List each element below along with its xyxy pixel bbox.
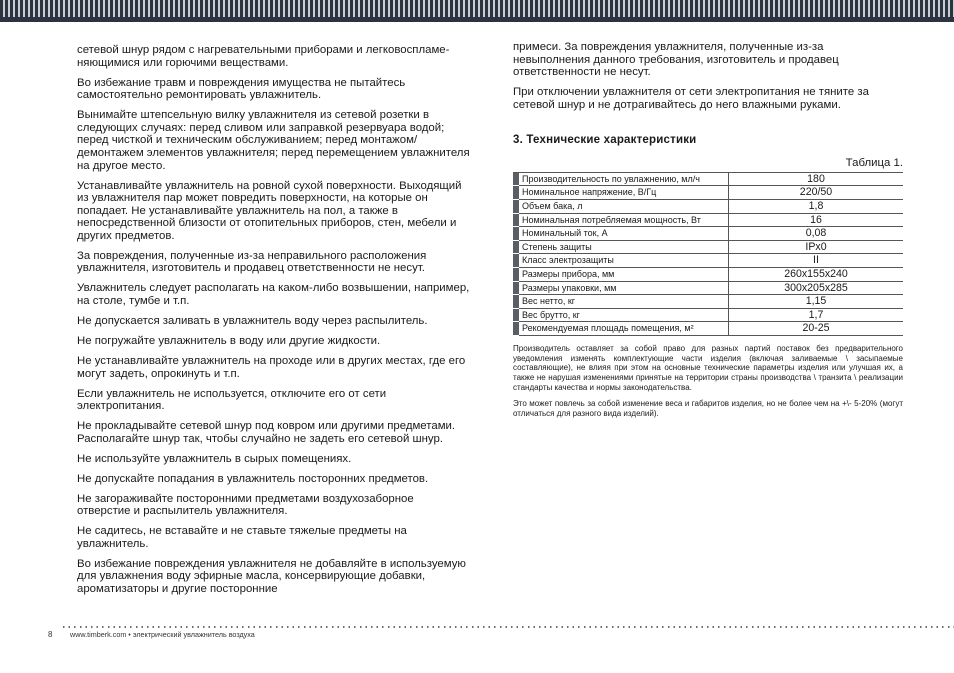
value-cell: 0,08 xyxy=(729,227,904,241)
paragraph: Не садитесь, не вставайте и не ставьте тяжелые предметы на увлажнитель. xyxy=(77,525,407,550)
paragraph: Не используйте увлажнитель в сырых помещениях. xyxy=(77,452,352,465)
value-cell: 300x205x285 xyxy=(729,281,904,295)
footer-dotted-divider xyxy=(63,626,954,628)
paragraph: Вынимайте штепсельную вилку увлажнителя из сетевой розетки в следующих случаях: перед сливом или заправкой резервуара водой; перед чисткой и техническим обслуживанием; перед монтажом/демонтажем элементов увлажнителя; перед перемещением увлажнителя на другое место. xyxy=(77,109,470,172)
footer xyxy=(48,630,255,639)
paragraph: Во избежание травм и повреждения имущества не пытайтесь самостоятельно ремонтировать увлажнитель. xyxy=(77,76,406,102)
param-cell: Вес нетто, кг xyxy=(519,295,729,309)
value-cell: 1,8 xyxy=(729,199,904,213)
page-number: 8 xyxy=(48,630,53,639)
value-cell: 220/50 xyxy=(729,186,904,200)
paragraph: Не погружайте увлажнитель в воду или другие жидкости. xyxy=(77,335,381,348)
paragraph: Увлажнитель следует располагать на каком-либо возвышении, например, на столе, тумбе и т.п. xyxy=(77,282,470,308)
table-caption: Таблица 1. xyxy=(845,157,903,170)
paragraph: сетевой шнур рядом с нагревательными приборами и легковоспламе-няющимися или горючими веществами. xyxy=(77,44,450,69)
notes xyxy=(513,344,903,419)
value-cell: 16 xyxy=(729,213,904,227)
paragraph: Не загораживайте посторонними предметами воздухозаборное отверстие и распылитель увлажнителя. xyxy=(77,492,414,518)
table-row xyxy=(513,199,903,213)
param-cell: Номинальный ток, А xyxy=(519,227,729,241)
paragraph: Во избежание повреждения увлажнителя не добавляйте в используемую для увлажнения воду эфирные масла, консервирующие добавки, ароматизаторы и другие посторонние xyxy=(77,557,466,596)
value-cell: 1,15 xyxy=(729,295,904,309)
paragraph: При отключении увлажнителя от сети электропитания не тяните за сетевой шнур и не дотрагивайтесь до него влажными руками. xyxy=(513,86,869,111)
param-cell: Номинальное напряжение, В/Гц xyxy=(519,186,729,200)
param-cell: Размеры прибора, мм xyxy=(519,267,729,281)
param-cell: Размеры упаковки, мм xyxy=(519,281,729,295)
table-row xyxy=(513,295,903,309)
value-cell: 1,7 xyxy=(729,308,904,322)
paragraph: Не допускается заливать в увлажнитель воду через распылитель. xyxy=(77,315,428,328)
footer-text: www.timberk.com • электрический увлажнитель воздуха xyxy=(70,630,255,639)
paragraph: Устанавливайте увлажнитель на ровной сухой поверхности. Выходящий из увлажнителя пар может повредить поверхности, на которые он попадает. Не устанавливайте увлажнитель на пол, а также в непосредственной близости от отопительных приборов, стен, мебели и других предметов. xyxy=(77,179,462,242)
spec-table xyxy=(513,172,903,336)
paragraph: Не устанавливайте увлажнитель на проходе или в других местах, где его могут задеть, опрокинуть и т.п. xyxy=(77,355,466,380)
param-cell: Класс электрозащиты xyxy=(519,254,729,268)
note-paragraph: Это может повлечь за собой изменение веса и габаритов изделия, но не более чем на +\- 5-20% (могут отличаться для разного вида изделий). xyxy=(513,398,903,418)
left-column xyxy=(77,44,470,603)
table-row xyxy=(513,281,903,295)
paragraph: За повреждения, полученные из-за неправильного расположения увлажнителя, изготовитель и продавец ответственности не несут. xyxy=(77,249,427,275)
section-title: 3. Технические характеристики xyxy=(513,133,697,146)
param-cell: Рекомендуемая площадь помещения, м² xyxy=(519,322,729,336)
param-cell: Вес брутто, кг xyxy=(519,308,729,322)
value-cell: 20-25 xyxy=(729,322,904,336)
value-cell: II xyxy=(729,254,904,268)
table-row xyxy=(513,254,903,268)
table-row xyxy=(513,322,903,336)
table-row xyxy=(513,186,903,200)
table-row xyxy=(513,172,903,186)
param-cell: Степень защиты xyxy=(519,240,729,254)
table-row xyxy=(513,308,903,322)
param-cell: Производительность по увлажнению, мл/ч xyxy=(519,172,729,186)
table-row xyxy=(513,240,903,254)
right-column xyxy=(513,41,903,424)
table-row xyxy=(513,227,903,241)
value-cell: IPx0 xyxy=(729,240,904,254)
paragraph: примеси. За повреждения увлажнителя, полученные из-за невыполнения данного требования, изготовитель и продавец ответственности не несут. xyxy=(513,41,839,79)
param-cell: Объем бака, л xyxy=(519,199,729,213)
table-row xyxy=(513,213,903,227)
paragraph: Не прокладывайте сетевой шнур под ковром или другими предметами. Располагайте шнур так, чтобы случайно не задеть его сетевой шнур. xyxy=(77,420,456,445)
param-cell: Номинальная потребляемая мощность, Вт xyxy=(519,213,729,227)
value-cell: 180 xyxy=(729,172,904,186)
note-paragraph: Производитель оставляет за собой право для разных партий поставок без предварительного уведомления изменять комплектующие части изделия (включая заливаемые \ засыпаемые составляющие), не влияя при этом на основные технические параметры изделия или улучшая их, а также не нарушая изменениями принятые на территории страны производства \ транзита \ реализации стандарты качества и нормы законодательства. xyxy=(513,343,903,393)
table-row xyxy=(513,267,903,281)
value-cell: 260x155x240 xyxy=(729,267,904,281)
paragraph: Не допускайте попадания в увлажнитель посторонних предметов. xyxy=(77,472,429,485)
paragraph: Если увлажнитель не используется, отключите его от сети электропитания. xyxy=(77,387,387,413)
header-stripe-bar xyxy=(0,0,954,22)
